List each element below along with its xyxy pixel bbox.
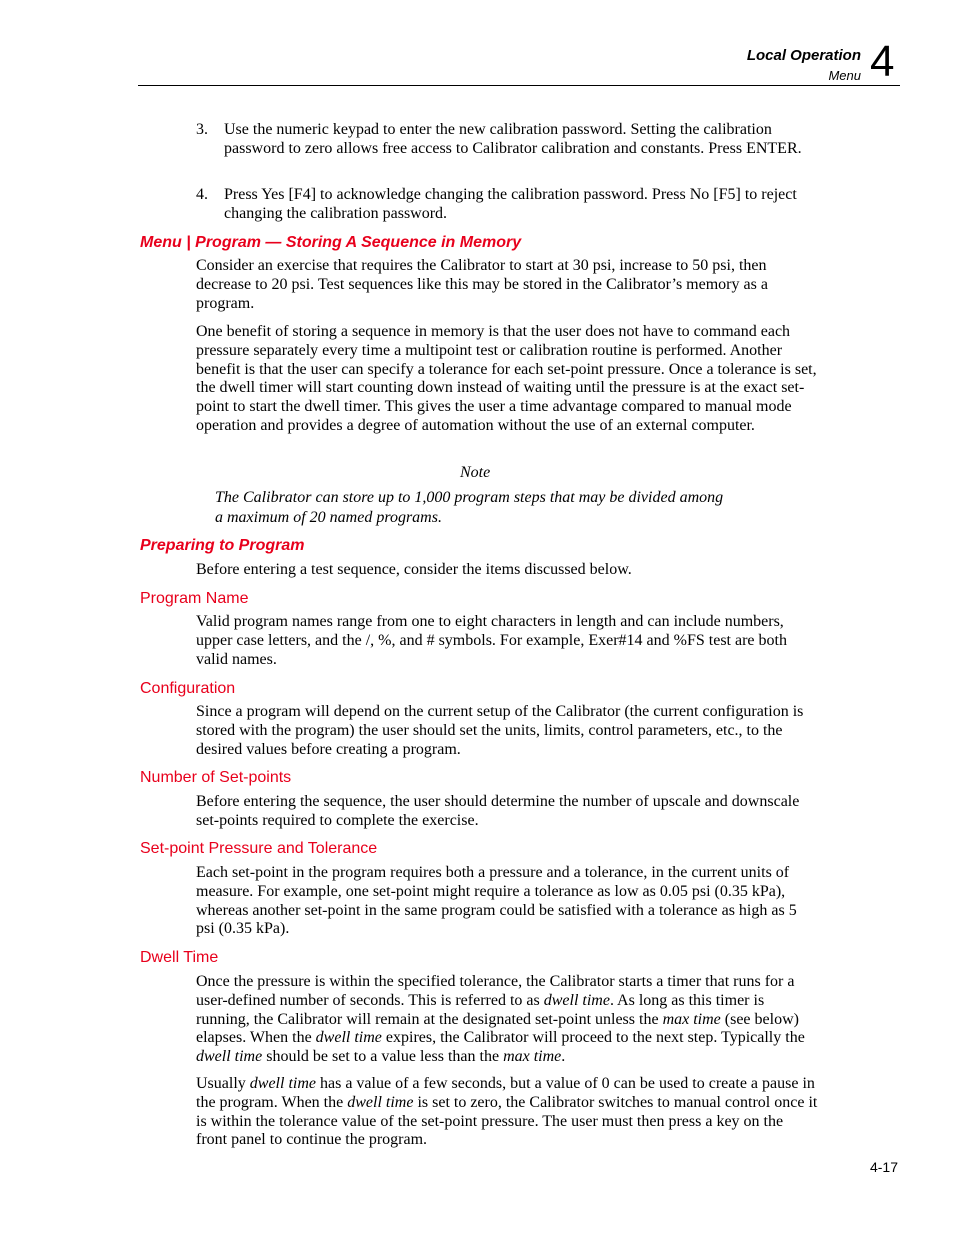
pressure-tolerance-paragraph: [196, 864, 818, 939]
heading-configuration: Configuration: [140, 680, 236, 697]
section-paragraph: [196, 257, 818, 313]
heading-number-of-setpoints: Number of Set-points: [140, 769, 292, 786]
paragraph-text: Valid program names range from one to eight characters in length and can include numbers, upper case letters, and the /, %, and # symbols. For example, Exer#14 and %FS test are both valid names.: [196, 613, 787, 668]
header-rule: [138, 85, 900, 86]
step-number: 4.: [196, 186, 208, 203]
paragraph-text: Each set-point in the program requires both a pressure and a tolerance, in the current units of measure. For example, one set-point might require a tolerance as low as 0.05 psi (0.35 kPa), whereas another set-point in the same program could be satisfied with a tolerance as high as 5 psi (0.35 kPa).: [196, 864, 797, 938]
paragraph-text: One benefit of storing a sequence in memory is that the user does not have to command each pressure separately every time a multipoint test or calibration routine is performed. Another benefit is that the user can specify a tolerance for each set-point pressure. Once a tolerance is set, the dwell timer will start counting down instead of waiting until the pressure is at the exact set-point to start the dwell timer. This gives the user a time advantage compared to manual mode operation and provides a degree of automation without the use of an external computer.: [196, 323, 817, 434]
dwell-paragraph-1: [196, 973, 818, 1067]
step-number: 3.: [196, 121, 208, 138]
paragraph-text: Before entering the sequence, the user should determine the number of upscale and downscale set-points required to complete the exercise.: [196, 793, 800, 829]
term-dwell-time: dwell time: [543, 991, 610, 1009]
term-dwell-time: dwell time: [249, 1075, 316, 1092]
step-text: Use the numeric keypad to enter the new calibration password. Setting the calibration password to zero allows free access to Calibrator calibration and constants. Press ENTER.: [224, 121, 802, 157]
dwell-paragraph-2: [196, 1075, 818, 1150]
heading-dwell-time: Dwell Time: [140, 949, 219, 966]
paragraph-text: Consider an exercise that requires the Calibrator to start at 30 psi, increase to 50 psi, then decrease to 20 psi. Test sequences like this may be stored in the Calibrator’s memory as a program.: [196, 257, 768, 312]
term-dwell-time: dwell time: [315, 1029, 382, 1047]
preparing-paragraph: [196, 561, 818, 580]
running-header-subtitle: Menu: [828, 68, 861, 83]
term-max-time: max time: [662, 1010, 721, 1028]
term-dwell-time: dwell time: [347, 1093, 414, 1111]
section-paragraph: [196, 323, 818, 436]
heading-preparing-to-program: Preparing to Program: [140, 537, 305, 554]
note-text: The Calibrator can store up to 1,000 program steps that may be divided among a maximum of 20 named programs.: [215, 489, 724, 526]
step-text: Press Yes [F4] to acknowledge changing the calibration password. Press No [F5] to reject changing the calibration password.: [224, 186, 797, 222]
paragraph-text: Usually dwell time has a value of a few seconds, but a value of 0 can be used to create a pause in the program. When the dwell time is set to zero, the Calibrator switches to manual control once it is within the tolerance value of the set-point pressure. The user must then press a key on the front panel to continue the program.: [196, 1075, 818, 1149]
heading-setpoint-pressure-tolerance: Set-point Pressure and Tolerance: [140, 840, 378, 857]
page-number: 4-17: [869, 1159, 898, 1175]
paragraph-text: Before entering a test sequence, consider the items discussed below.: [196, 561, 632, 578]
setpoints-paragraph: [196, 793, 818, 831]
paragraph-text: Once the pressure is within the specified tolerance, the Calibrator starts a timer that runs for a user-defined number of seconds. This is referred to as dwell time. As long as this timer is running, the Calibrator will remain at the designated set-point unless the max time (see below) elapses. When the dwell time expires, the Calibrator will proceed to the next step. Typically the dwell time should be set to a value less than the max time.: [196, 973, 805, 1066]
heading-program-name: Program Name: [140, 590, 249, 607]
note-label: Note: [460, 464, 491, 481]
paragraph-text: Since a program will depend on the current setup of the Calibrator (the current configuration is stored with the program) the user should set the units, limits, control parameters, etc., to the desired values before creating a program.: [196, 703, 804, 758]
chapter-number: 4: [870, 37, 895, 86]
term-dwell-time: dwell time: [196, 1048, 263, 1066]
running-header-title: Local Operation: [746, 47, 861, 64]
configuration-paragraph: [196, 703, 818, 759]
section-heading-program: Menu | Program — Storing A Sequence in Memory: [140, 234, 522, 251]
term-max-time: max time: [503, 1048, 562, 1066]
program-name-paragraph: [196, 613, 818, 669]
